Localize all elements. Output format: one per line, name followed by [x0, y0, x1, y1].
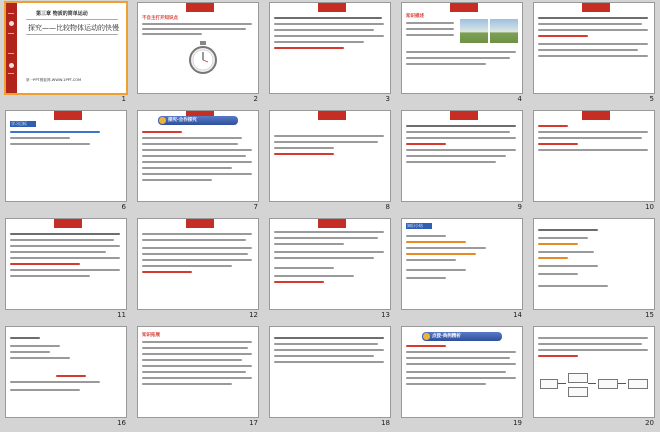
slide-thumbnail-14[interactable]: [396, 216, 528, 324]
slide-17-canvas: [138, 327, 258, 417]
slide-tag: 知识拓展: [142, 333, 160, 338]
slide-thumbnail-20[interactable]: [528, 324, 660, 432]
slide-20-canvas: [534, 327, 654, 417]
slide-number: 7: [253, 203, 258, 211]
slide-3-canvas: [270, 3, 390, 93]
slide-number: 14: [513, 311, 522, 319]
slide-number: 11: [117, 311, 126, 319]
slide-number: 8: [385, 203, 390, 211]
slide-16-canvas: [6, 327, 126, 417]
slide-thumbnail-9[interactable]: [396, 108, 528, 216]
slide-title: 探究——比较物体运动的快慢: [28, 24, 119, 32]
slide-chapter: 第三章 物质的简单运动: [36, 11, 88, 17]
slide-number: 18: [381, 419, 390, 427]
slide-9-canvas: [402, 111, 522, 201]
slide-number: 3: [385, 95, 390, 103]
slide-number: 6: [121, 203, 126, 211]
slide-6-canvas: [6, 111, 126, 201]
slide-thumbnail-13[interactable]: [264, 216, 396, 324]
slide-4-canvas: [402, 3, 522, 93]
slide-header: 知识小结: [406, 223, 432, 229]
runner-photo: [490, 19, 518, 43]
slide-tag: 知识描述: [406, 14, 424, 19]
slide-5-canvas: [534, 3, 654, 93]
slide-number: 2: [253, 95, 258, 103]
slide-thumbnail-18[interactable]: [264, 324, 396, 432]
slide-thumbnail-4[interactable]: [396, 0, 528, 108]
slide-thumbnail-10[interactable]: [528, 108, 660, 216]
slide-12-canvas: [138, 219, 258, 309]
slide-thumbnail-5[interactable]: [528, 0, 660, 108]
slide-number: 1: [121, 95, 126, 103]
runner-photo: [460, 19, 488, 43]
slide-thumbnail-11[interactable]: [0, 216, 132, 324]
slide-tag: 不自主打开知识点: [142, 16, 178, 21]
slide-1-canvas: [6, 3, 126, 93]
slide-thumbnail-17[interactable]: [132, 324, 264, 432]
slide-2-canvas: [138, 3, 258, 93]
slide-footer: 第一PPT模板网-WWW.1PPT.COM: [26, 78, 82, 82]
slide-number: 13: [381, 311, 390, 319]
slide-13-canvas: [270, 219, 390, 309]
slide-thumbnail-1[interactable]: [0, 0, 132, 108]
slide-11-canvas: [6, 219, 126, 309]
slide-8-canvas: [270, 111, 390, 201]
slide-10-canvas: [534, 111, 654, 201]
slide-number: 16: [117, 419, 126, 427]
slide-thumbnail-7[interactable]: [132, 108, 264, 216]
slide-decor-bar: [6, 3, 17, 93]
slide-number: 10: [645, 203, 654, 211]
slide-number: 4: [517, 95, 522, 103]
slide-number: 17: [249, 419, 258, 427]
slide-number: 5: [649, 95, 654, 103]
slide-thumbnail-8[interactable]: [264, 108, 396, 216]
slide-thumbnail-6[interactable]: [0, 108, 132, 216]
stopwatch-icon: [188, 41, 218, 75]
slide-14-canvas: [402, 219, 522, 309]
section-banner: 点拨·典例精析: [422, 332, 502, 341]
slide-number: 15: [645, 311, 654, 319]
slide-18-canvas: [270, 327, 390, 417]
slide-7-canvas: [138, 111, 258, 201]
section-banner: 探究·合作探究: [158, 116, 238, 125]
slide-number: 19: [513, 419, 522, 427]
slide-number: 9: [517, 203, 522, 211]
slide-thumbnail-15[interactable]: [528, 216, 660, 324]
slide-thumbnail-3[interactable]: [264, 0, 396, 108]
slide-header: 学习目标: [10, 121, 36, 127]
slide-19-canvas: [402, 327, 522, 417]
flow-diagram: [534, 367, 654, 407]
slide-thumbnail-16[interactable]: [0, 324, 132, 432]
slide-number: 20: [645, 419, 654, 427]
slide-thumbnail-19[interactable]: [396, 324, 528, 432]
slide-15-canvas: [534, 219, 654, 309]
slide-thumbnail-12[interactable]: [132, 216, 264, 324]
slide-thumbnail-2[interactable]: [132, 0, 264, 108]
slide-number: 12: [249, 311, 258, 319]
